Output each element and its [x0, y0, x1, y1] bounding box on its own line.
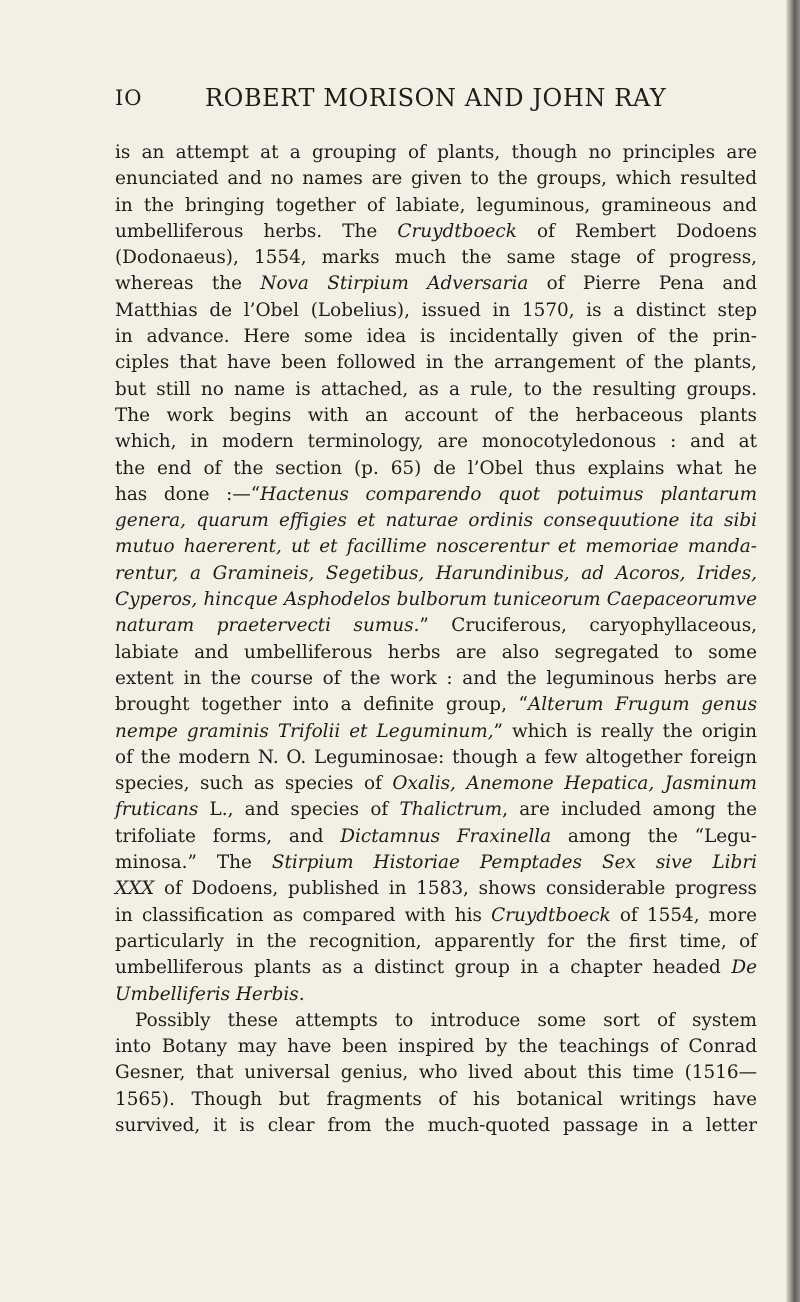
text-run: minosa.” The: [115, 852, 272, 874]
text-run: extent in the course of the work : and the leguminous herbs are: [115, 667, 757, 689]
text-run: the end of the section (p. 65) de l’Obel thus explains what he: [115, 457, 757, 479]
text-line: [115, 324, 757, 350]
text-run: in classification as compared with his: [115, 904, 492, 926]
text-line: [115, 929, 757, 955]
text-run: trifoliate forms, and: [115, 825, 341, 847]
text-line: [115, 1087, 757, 1113]
text-line: [115, 377, 757, 403]
text-line: [115, 1113, 757, 1139]
text-line: [115, 350, 757, 376]
text-line: [115, 534, 757, 560]
text-run: of 1554, more: [610, 904, 757, 926]
italic-run: Alterum Frugum genus: [527, 694, 758, 716]
text-run: enunciated and no names are given to the groups, which resulted: [115, 168, 757, 190]
text-line: [115, 1060, 757, 1086]
text-run: umbelliferous plants as a distinct group in a chapter headed: [115, 957, 732, 979]
text-line: [115, 982, 757, 1008]
text-run: Matthias de l’Obel (Lobelius), issued in 1570, is a distinct step: [115, 299, 757, 321]
text-line: [115, 692, 757, 718]
italic-run: genera, quarum effigies et naturae ordinis consequutione ita sibi: [115, 510, 757, 532]
page-number: IO: [115, 86, 143, 110]
text-line: [115, 955, 757, 981]
italic-run: Cruydtboeck: [397, 220, 517, 242]
text-run: ” which is really the origin: [493, 720, 757, 742]
text-run: in the bringing together of labiate, leguminous, gramineous and: [115, 194, 757, 216]
text-run: of Pierre Pena and: [528, 273, 758, 295]
italic-run: naturam praetervecti sumus.: [115, 615, 420, 637]
text-run: labiate and umbelliferous herbs are also segregated to some: [115, 641, 757, 663]
text-line: [115, 613, 757, 639]
text-run: brought together into a definite group, “: [115, 694, 528, 716]
text-run: in advance. Here some idea is incidentally given of the prin-: [115, 326, 757, 348]
text-run: has done :—“: [115, 483, 261, 505]
text-run: of Dodoens, published in 1583, shows considerable progress: [154, 878, 757, 900]
text-run: whereas the: [115, 273, 261, 295]
italic-run: Nova Stirpium Adversaria: [260, 273, 529, 295]
text-line: [115, 508, 757, 534]
text-run: Possibly these attempts to introduce some sort of system: [135, 1009, 757, 1031]
text-line: [115, 1008, 757, 1034]
text-line: [115, 456, 757, 482]
text-run: ciples that have been followed in the arrangement of the plants,: [115, 352, 757, 374]
text-line: [115, 771, 757, 797]
italic-run: mutuo haererent, ut et facillime noscerentur et memoriae manda-: [115, 536, 757, 558]
text-line: [115, 193, 757, 219]
italic-run: De: [731, 957, 757, 979]
body-text: [115, 140, 757, 1139]
text-run: species, such as species of: [115, 773, 393, 795]
text-line: [115, 429, 757, 455]
text-line: [115, 640, 757, 666]
italic-run: Umbelliferis Herbis.: [115, 983, 305, 1005]
text-line: [115, 666, 757, 692]
text-run: 1565). Though but fragments of his botanical writings have: [115, 1088, 757, 1110]
text-run: The work begins with an account of the herbaceous plants: [115, 404, 757, 426]
text-run: among the “Legu-: [551, 825, 758, 847]
text-line: [115, 271, 757, 297]
text-line: [115, 219, 757, 245]
page-edge-shadow: [786, 0, 800, 1302]
text-run: of the modern N. O. Leguminosae: though a few altogether foreign: [115, 746, 757, 768]
italic-run: nempe graminis Trifolii et Leguminum,: [115, 720, 494, 742]
text-run: survived, it is clear from the much-quoted passage in a letter: [115, 1114, 757, 1136]
italic-run: Cyperos, hincque Asphodelos bulborum tuniceorum Caepaceorumve: [115, 589, 757, 611]
text-line: [115, 561, 757, 587]
text-line: [115, 719, 757, 745]
text-run: but still no name is attached, as a rule, to the resulting groups.: [115, 378, 757, 400]
text-line: [115, 482, 757, 508]
text-line: [115, 850, 757, 876]
italic-run: Dictamnus Fraxinella: [340, 825, 552, 847]
text-line: [115, 140, 757, 166]
text-run: particularly in the recognition, apparently for the first time, of: [115, 930, 757, 952]
text-line: [115, 745, 757, 771]
text-line: [115, 1034, 757, 1060]
text-run: (Dodonaeus), 1554, marks much the same stage of progress,: [115, 247, 757, 269]
italic-run: Stirpium Historiae Pemptades Sex sive Libri: [271, 852, 758, 874]
text-line: [115, 403, 757, 429]
italic-run: Cruydtboeck: [491, 904, 611, 926]
text-line: [115, 903, 757, 929]
running-head: [115, 84, 755, 124]
italic-run: fruticans: [115, 799, 199, 821]
text-run: umbelliferous herbs. The: [115, 220, 398, 242]
italic-run: rentur, a Gramineis, Segetibus, Harundinibus, ad Acoros, Irides,: [115, 562, 757, 584]
text-line: [115, 797, 757, 823]
text-run: , are included among the: [502, 799, 757, 821]
text-run: of Rembert Dodoens: [516, 220, 757, 242]
running-title: ROBERT MORISON AND JOHN RAY: [205, 84, 667, 112]
text-run: into Botany may have been inspired by the teachings of Conrad: [115, 1036, 757, 1058]
italic-run: XXX: [115, 878, 155, 900]
text-line: [115, 245, 757, 271]
text-line: [115, 298, 757, 324]
italic-run: Hactenus comparendo quot potuimus plantarum: [260, 483, 758, 505]
text-line: [115, 824, 757, 850]
text-run: which, in modern terminology, are monocotyledonous : and at: [115, 431, 757, 453]
text-run: is an attempt at a grouping of plants, though no principles are: [115, 142, 757, 163]
text-run: Gesner, that universal genius, who lived about this time (1516—: [115, 1062, 757, 1084]
text-run: ” Cruciferous, caryophyllaceous,: [419, 615, 757, 637]
text-line: [115, 166, 757, 192]
text-line: [115, 587, 757, 613]
italic-run: Thalictrum: [399, 799, 503, 821]
text-run: L., and species of: [198, 799, 400, 821]
italic-run: Oxalis, Anemone Hepatica, Jasminum: [392, 773, 757, 795]
text-line: [115, 876, 757, 902]
